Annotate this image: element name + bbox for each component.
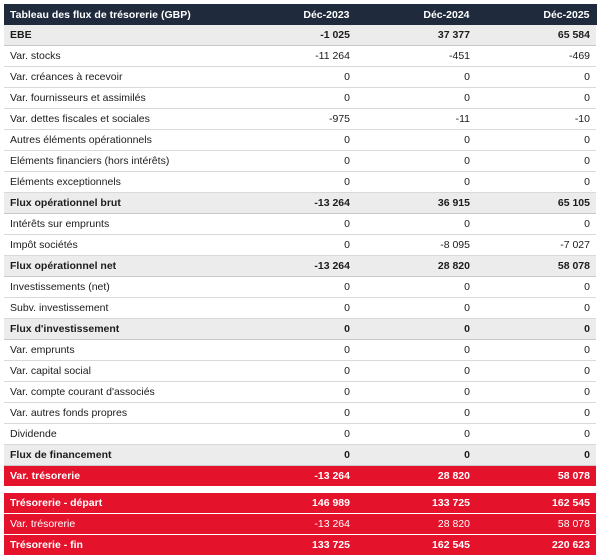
row-value: -11 [356, 109, 476, 130]
table-row [4, 298, 596, 319]
row-value: 0 [476, 130, 596, 151]
row-value: 0 [236, 235, 356, 256]
row-value: -13 264 [236, 193, 356, 214]
table-row [4, 46, 596, 67]
row-value: 0 [476, 277, 596, 298]
row-value: 0 [476, 172, 596, 193]
header-col-1: Déc-2023 [236, 4, 356, 25]
row-value: 0 [356, 319, 476, 340]
row-label: Investissements (net) [4, 277, 236, 298]
row-value: 0 [356, 130, 476, 151]
table-row [4, 214, 596, 235]
row-value: -13 264 [236, 514, 356, 535]
row-value: 0 [236, 340, 356, 361]
row-value: 0 [356, 403, 476, 424]
table-row [4, 361, 596, 382]
row-value: 28 820 [356, 514, 476, 535]
row-value: 0 [476, 403, 596, 424]
row-value: 0 [236, 319, 356, 340]
row-label: Autres éléments opérationnels [4, 130, 236, 151]
row-label: Var. trésorerie [4, 466, 236, 487]
table-row [4, 466, 596, 487]
table-row [4, 109, 596, 130]
header-row [4, 4, 596, 25]
row-value: -7 027 [476, 235, 596, 256]
row-label: Var. dettes fiscales et sociales [4, 109, 236, 130]
row-value: 0 [476, 151, 596, 172]
row-value: 0 [476, 88, 596, 109]
table-row [4, 172, 596, 193]
row-value: 133 725 [236, 535, 356, 556]
row-value: 146 989 [236, 493, 356, 514]
row-label: Var. créances à recevoir [4, 67, 236, 88]
table-row [4, 151, 596, 172]
row-value: 0 [356, 151, 476, 172]
row-label: Var. stocks [4, 46, 236, 67]
row-value: -11 264 [236, 46, 356, 67]
table-row [4, 67, 596, 88]
row-value: 0 [356, 424, 476, 445]
row-label: Var. autres fonds propres [4, 403, 236, 424]
row-value: 0 [476, 424, 596, 445]
row-value: 0 [476, 319, 596, 340]
row-value: 58 078 [476, 514, 596, 535]
row-label: Trésorerie - départ [4, 493, 236, 514]
row-value: 0 [236, 151, 356, 172]
row-value: 133 725 [356, 493, 476, 514]
row-value: 220 623 [476, 535, 596, 556]
table-header [4, 4, 596, 25]
row-value: 0 [356, 172, 476, 193]
row-value: 0 [356, 277, 476, 298]
row-label: Eléments exceptionnels [4, 172, 236, 193]
row-value: -8 095 [356, 235, 476, 256]
table-row [4, 130, 596, 151]
row-value: 58 078 [476, 256, 596, 277]
row-value: 65 584 [476, 25, 596, 46]
row-value: -1 025 [236, 25, 356, 46]
row-label: Intérêts sur emprunts [4, 214, 236, 235]
row-value: 0 [356, 214, 476, 235]
row-value: 0 [356, 361, 476, 382]
row-value: -13 264 [236, 256, 356, 277]
row-value: 0 [476, 361, 596, 382]
row-value: -975 [236, 109, 356, 130]
table-row [4, 256, 596, 277]
row-label: Subv. investissement [4, 298, 236, 319]
row-value: 0 [236, 88, 356, 109]
row-value: -451 [356, 46, 476, 67]
row-value: 0 [476, 67, 596, 88]
table-row [4, 403, 596, 424]
row-label: Flux de financement [4, 445, 236, 466]
row-label: EBE [4, 25, 236, 46]
row-label: Var. fournisseurs et assimilés [4, 88, 236, 109]
table-row [4, 193, 596, 214]
row-label: Dividende [4, 424, 236, 445]
row-value: 0 [236, 361, 356, 382]
table-row [4, 535, 596, 556]
table-row [4, 382, 596, 403]
row-label: Flux d'investissement [4, 319, 236, 340]
row-label: Var. trésorerie [4, 514, 236, 535]
row-value: 0 [236, 382, 356, 403]
row-value: 28 820 [356, 466, 476, 487]
row-value: 37 377 [356, 25, 476, 46]
row-value: 0 [356, 340, 476, 361]
header-col-2: Déc-2024 [356, 4, 476, 25]
row-value: 0 [236, 130, 356, 151]
row-value: 0 [476, 340, 596, 361]
table-row [4, 25, 596, 46]
row-value: 0 [476, 382, 596, 403]
row-value: 162 545 [476, 493, 596, 514]
table-row [4, 445, 596, 466]
row-value: 0 [476, 445, 596, 466]
row-value: 0 [356, 298, 476, 319]
table-row [4, 514, 596, 535]
row-value: 0 [356, 67, 476, 88]
row-value: 0 [356, 88, 476, 109]
row-value: 0 [236, 214, 356, 235]
row-label: Var. compte courant d'associés [4, 382, 236, 403]
row-value: -10 [476, 109, 596, 130]
table-row [4, 277, 596, 298]
row-value: 0 [476, 298, 596, 319]
table-body [4, 25, 596, 556]
row-value: 0 [236, 403, 356, 424]
row-label: Eléments financiers (hors intérêts) [4, 151, 236, 172]
row-value: 28 820 [356, 256, 476, 277]
row-label: Var. capital social [4, 361, 236, 382]
row-label: Impôt sociétés [4, 235, 236, 256]
row-value: -13 264 [236, 466, 356, 487]
row-value: 0 [236, 277, 356, 298]
row-value: 0 [236, 424, 356, 445]
row-value: 0 [236, 298, 356, 319]
table-row [4, 88, 596, 109]
row-label: Trésorerie - fin [4, 535, 236, 556]
table-row [4, 493, 596, 514]
row-value: 65 105 [476, 193, 596, 214]
row-value: 0 [356, 445, 476, 466]
table-row [4, 235, 596, 256]
row-value: 0 [356, 382, 476, 403]
cash-flow-table [4, 4, 597, 556]
row-label: Flux opérationnel brut [4, 193, 236, 214]
row-value: 0 [476, 214, 596, 235]
header-label: Tableau des flux de trésorerie (GBP) [4, 4, 236, 25]
row-value: 0 [236, 172, 356, 193]
row-value: 58 078 [476, 466, 596, 487]
row-value: 162 545 [356, 535, 476, 556]
row-value: 0 [236, 445, 356, 466]
row-value: 0 [236, 67, 356, 88]
row-label: Var. emprunts [4, 340, 236, 361]
row-value: -469 [476, 46, 596, 67]
row-value: 36 915 [356, 193, 476, 214]
header-col-3: Déc-2025 [476, 4, 596, 25]
table-row [4, 319, 596, 340]
row-label: Flux opérationnel net [4, 256, 236, 277]
table-row [4, 424, 596, 445]
table-row [4, 340, 596, 361]
